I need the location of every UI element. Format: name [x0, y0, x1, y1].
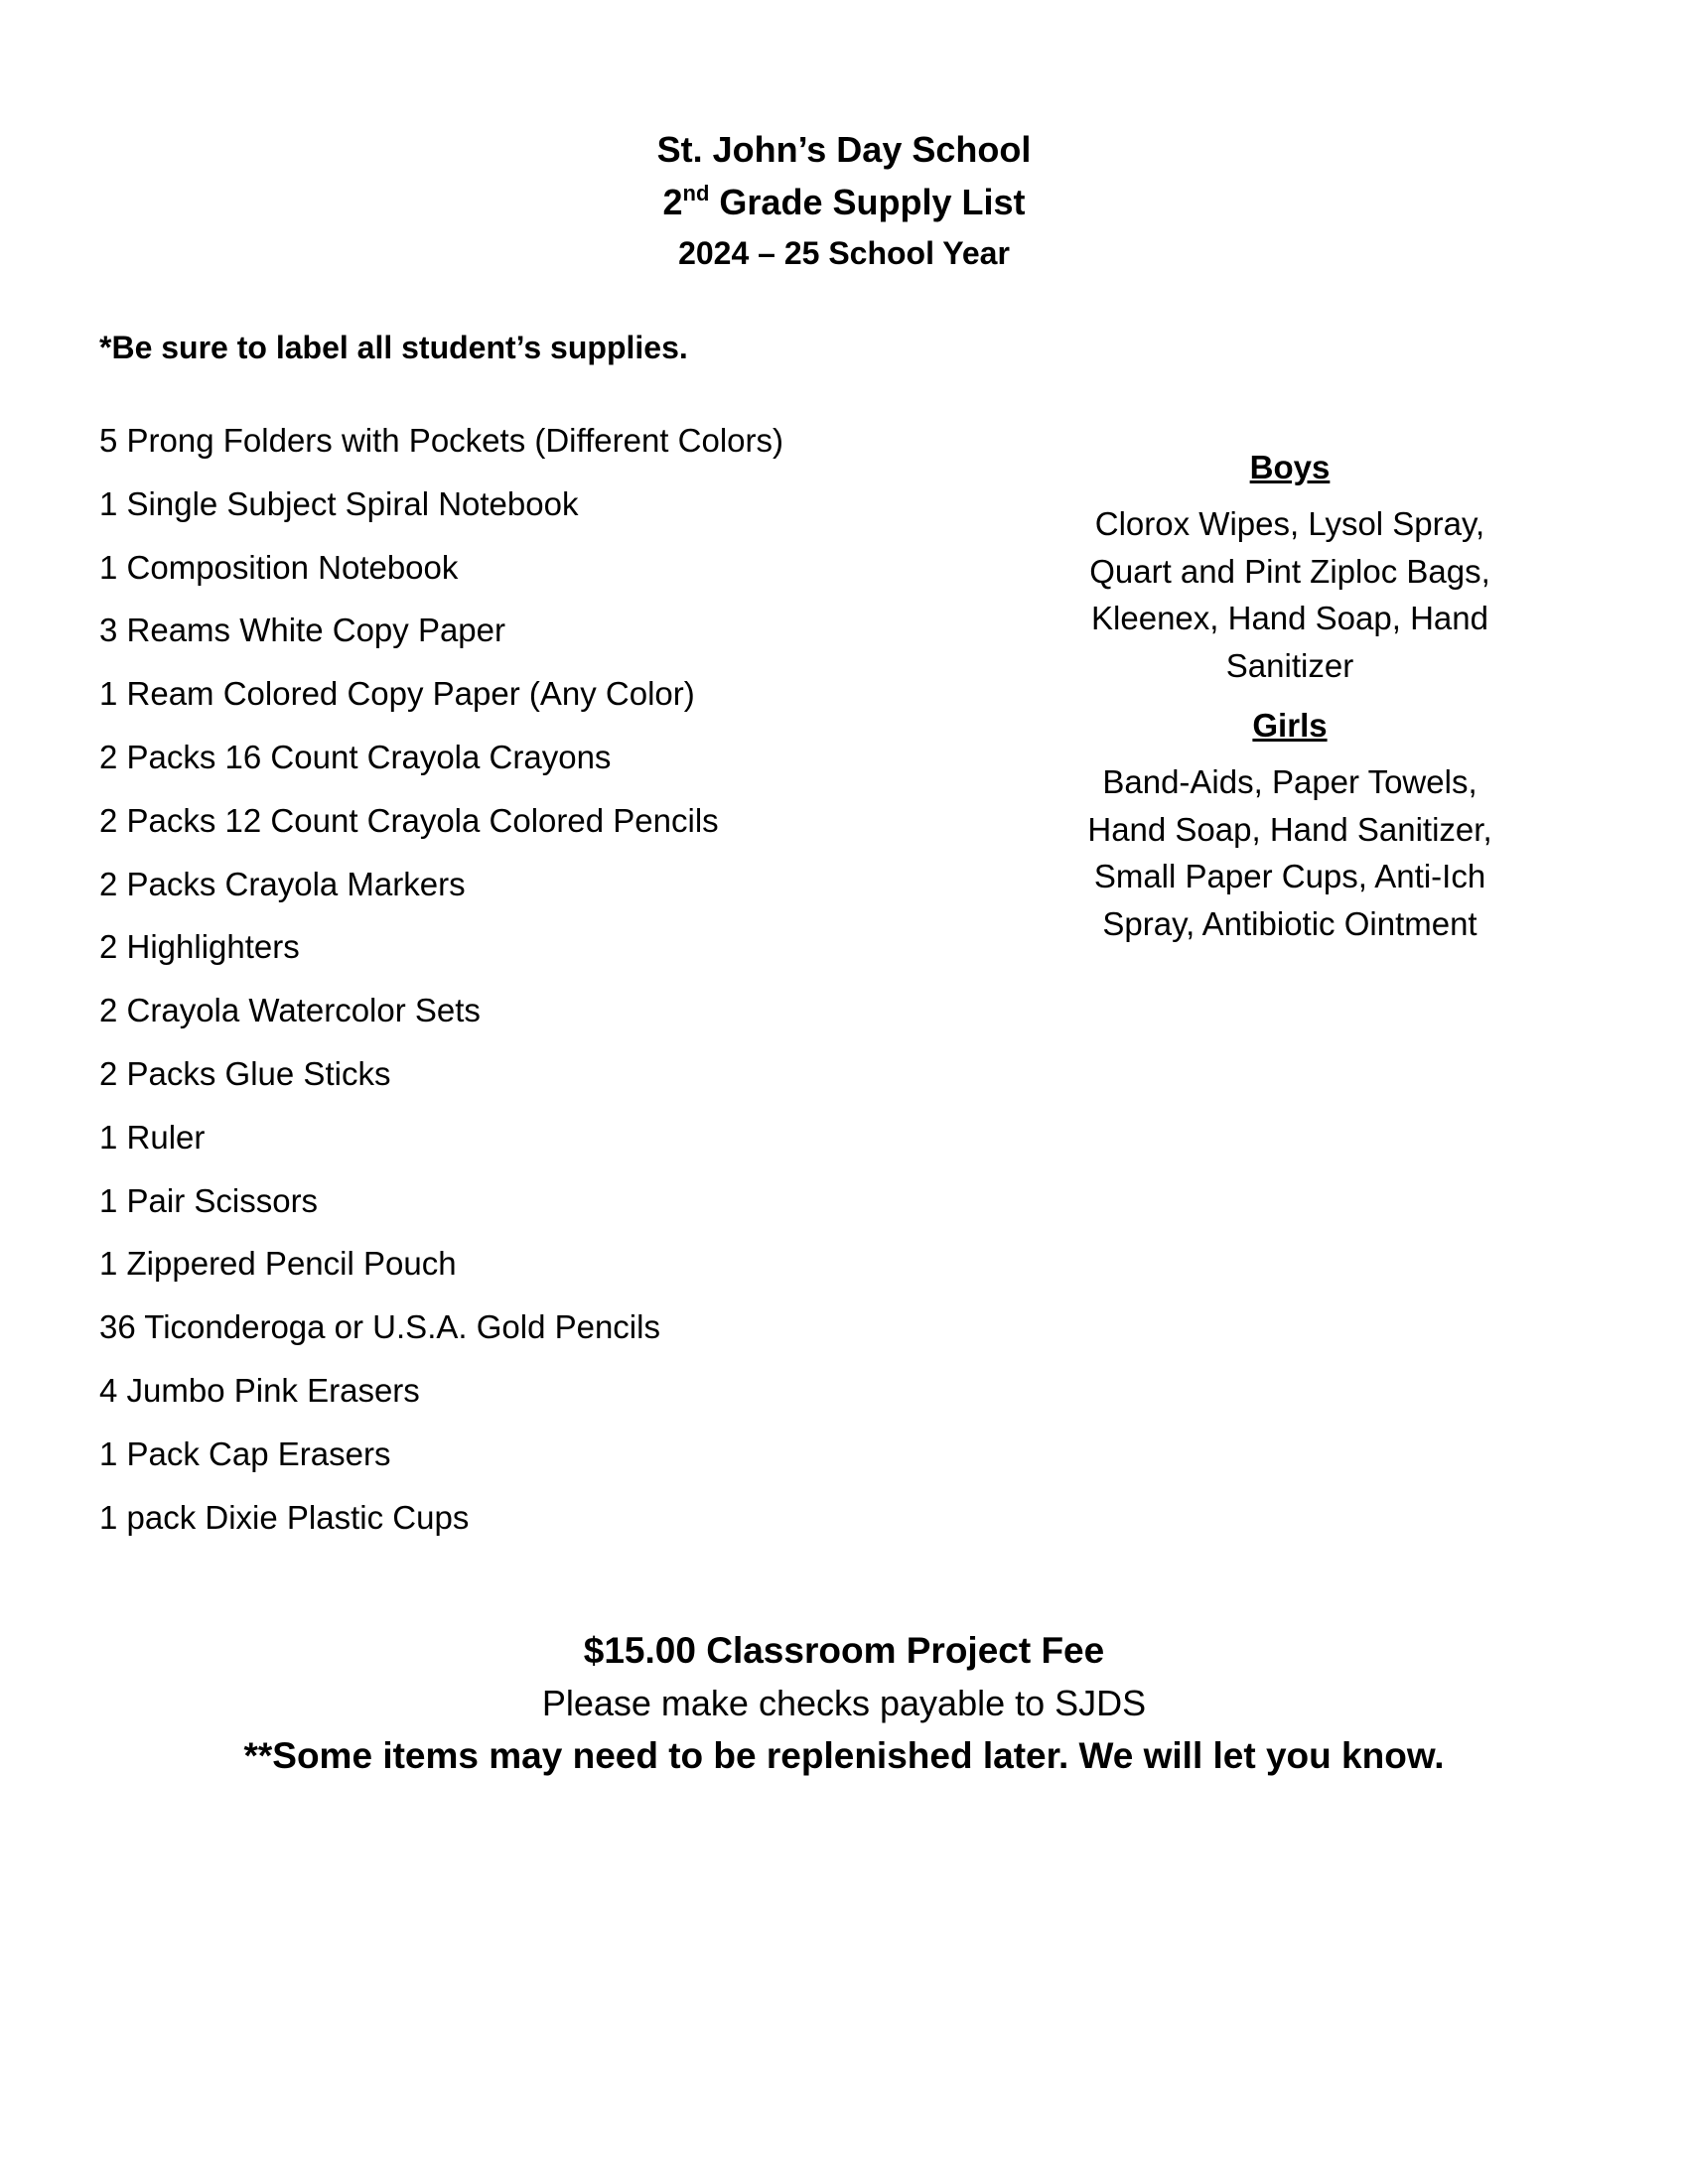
girls-line: Band-Aids, Paper Towels,: [1102, 763, 1477, 800]
supply-item: 2 Highlighters: [99, 928, 300, 966]
girls-line: Hand Soap, Hand Sanitizer,: [1087, 810, 1492, 848]
girls-heading: Girls: [1252, 707, 1328, 744]
supply-item: 36 Ticonderoga or U.S.A. Gold Pencils: [99, 1308, 660, 1346]
boys-line: Clorox Wipes, Lysol Spray,: [1094, 505, 1485, 542]
boys-items: [1056, 500, 1523, 689]
document-header: [0, 125, 1688, 276]
list-title-rest: Grade Supply List: [709, 182, 1026, 222]
supply-item: 1 Ruler: [99, 1118, 206, 1156]
supply-item: 3 Reams White Copy Paper: [99, 612, 506, 649]
label-note: *Be sure to label all student’s supplies.: [99, 330, 688, 365]
boys-line: Kleenex, Hand Soap, Hand: [1091, 600, 1488, 636]
supply-item: 1 pack Dixie Plastic Cups: [99, 1498, 470, 1536]
boys-girls-section: [1056, 443, 1523, 959]
payment-note: Please make checks payable to SJDS: [541, 1683, 1147, 1723]
grade-suffix: nd: [682, 181, 710, 205]
girls-line: Small Paper Cups, Anti-Ich: [1093, 858, 1486, 894]
boys-line: Quart and Pint Ziploc Bags,: [1089, 552, 1490, 590]
supply-item: 2 Packs Crayola Markers: [99, 865, 466, 902]
supply-item: 1 Zippered Pencil Pouch: [99, 1245, 457, 1283]
supply-item: 2 Packs 16 Count Crayola Crayons: [99, 738, 612, 775]
girls-line: Spray, Antibiotic Ointment: [1102, 904, 1477, 942]
school-year: 2024 – 25 School Year: [678, 235, 1010, 271]
supply-list: [99, 421, 783, 1561]
supply-item: 2 Packs 12 Count Crayola Colored Pencils: [99, 801, 719, 839]
grade-number: 2: [662, 182, 683, 222]
list-title: [0, 175, 1688, 230]
document-footer: [0, 1624, 1688, 1783]
supply-item: 2 Crayola Watercolor Sets: [99, 992, 481, 1029]
supply-item: 1 Pair Scissors: [99, 1181, 319, 1219]
boys-line: Sanitizer: [1225, 646, 1354, 684]
supply-item: 1 Ream Colored Copy Paper (Any Color): [99, 675, 695, 713]
supply-item: 2 Packs Glue Sticks: [99, 1054, 391, 1092]
supply-item: 1 Single Subject Spiral Notebook: [99, 484, 579, 522]
supply-item: 1 Pack Cap Erasers: [99, 1434, 391, 1472]
boys-heading: Boys: [1249, 449, 1331, 485]
supply-item: 4 Jumbo Pink Erasers: [99, 1371, 420, 1409]
replenish-note: **Some items may need to be replenished later. We will let you know.: [243, 1735, 1445, 1776]
girls-items: [1056, 758, 1523, 947]
school-name: St. John’s Day School: [656, 129, 1032, 170]
project-fee: $15.00 Classroom Project Fee: [583, 1630, 1105, 1671]
supply-item: 5 Prong Folders with Pockets (Different Colors): [99, 422, 783, 459]
supply-item: 1 Composition Notebook: [99, 548, 459, 586]
